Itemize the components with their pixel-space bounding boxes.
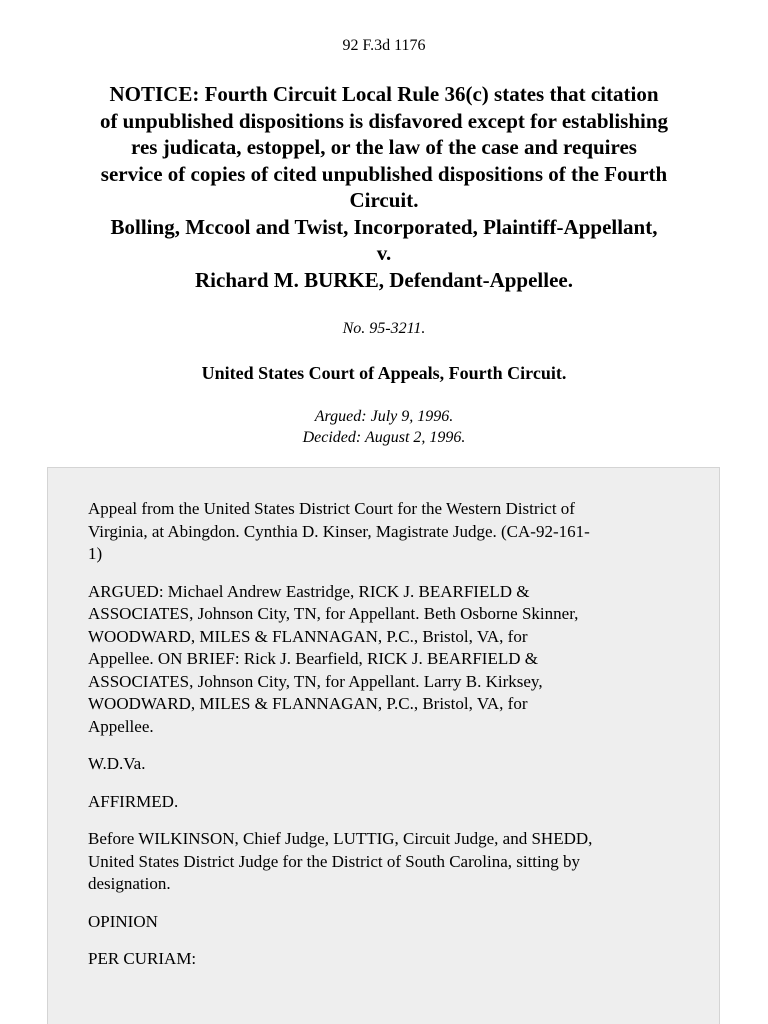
counsel-line: Appellee. bbox=[88, 716, 154, 736]
court-name: United States Court of Appeals, Fourth Circuit. bbox=[201, 363, 567, 383]
opinion-heading: OPINION bbox=[88, 911, 158, 931]
per-curiam-label: PER CURIAM: bbox=[88, 949, 197, 968]
defendant-party: Richard M. BURKE, Defendant-Appellee. bbox=[195, 267, 573, 292]
district-paragraph: W.D.Va. bbox=[88, 754, 146, 773]
notice-line: Circuit. bbox=[349, 188, 419, 212]
counsel-line: ASSOCIATES, Johnson City, TN, for Appellant. Beth Osborne Skinner, bbox=[88, 604, 579, 623]
versus-label: v. bbox=[376, 241, 392, 265]
notice-line: res judicata, estoppel, or the law of the case and requires bbox=[131, 135, 637, 159]
judges-line: Before WILKINSON, Chief Judge, LUTTIG, Circuit Judge, and SHEDD, bbox=[88, 829, 593, 848]
plaintiff-party: Bolling, Mccool and Twist, Incorporated, Plaintiff-Appellant, bbox=[110, 214, 658, 239]
decided-date: Decided: August 2, 1996. bbox=[302, 429, 466, 446]
counsel-line: WOODWARD, MILES & FLANNAGAN, P.C., Bristol, VA, for bbox=[88, 626, 528, 646]
notice-line: of unpublished dispositions is disfavored except for establishing bbox=[99, 108, 669, 133]
judges-line: designation. bbox=[88, 874, 171, 893]
case-dates bbox=[0, 406, 768, 448]
disposition-paragraph: AFFIRMED. bbox=[88, 791, 179, 811]
opinion-body-text bbox=[88, 498, 688, 986]
judges-line: United States District Judge for the District of South Carolina, sitting by bbox=[88, 851, 580, 871]
case-heading bbox=[40, 81, 728, 293]
judges-paragraph bbox=[88, 828, 688, 896]
notice-line: service of copies of cited unpublished dispositions of the Fourth bbox=[100, 161, 668, 186]
appeal-line: Virginia, at Abingdon. Cynthia D. Kinser, Magistrate Judge. (CA-92-161- bbox=[88, 521, 590, 541]
argued-date: Argued: July 9, 1996. bbox=[314, 408, 454, 425]
appeal-paragraph bbox=[88, 498, 688, 566]
appeal-line: Appeal from the United States District Court for the Western District of bbox=[88, 499, 575, 518]
counsel-paragraph bbox=[88, 581, 688, 739]
counsel-line: Appellee. ON BRIEF: Rick J. Bearfield, RICK J. BEARFIELD & bbox=[88, 649, 538, 668]
appeal-line: 1) bbox=[88, 544, 103, 563]
docket-number: No. 95-3211. bbox=[342, 320, 426, 337]
counsel-line: WOODWARD, MILES & FLANNAGAN, P.C., Bristol, VA, for bbox=[88, 694, 528, 713]
notice-line: NOTICE: Fourth Circuit Local Rule 36(c) states that citation bbox=[109, 82, 659, 106]
opinion-body-panel bbox=[47, 467, 720, 1024]
counsel-line: ARGUED: Michael Andrew Eastridge, RICK J. BEARFIELD & bbox=[88, 581, 530, 601]
counsel-line: ASSOCIATES, Johnson City, TN, for Appellant. Larry B. Kirksey, bbox=[88, 671, 543, 691]
case-citation: 92 F.3d 1176 bbox=[342, 37, 426, 54]
